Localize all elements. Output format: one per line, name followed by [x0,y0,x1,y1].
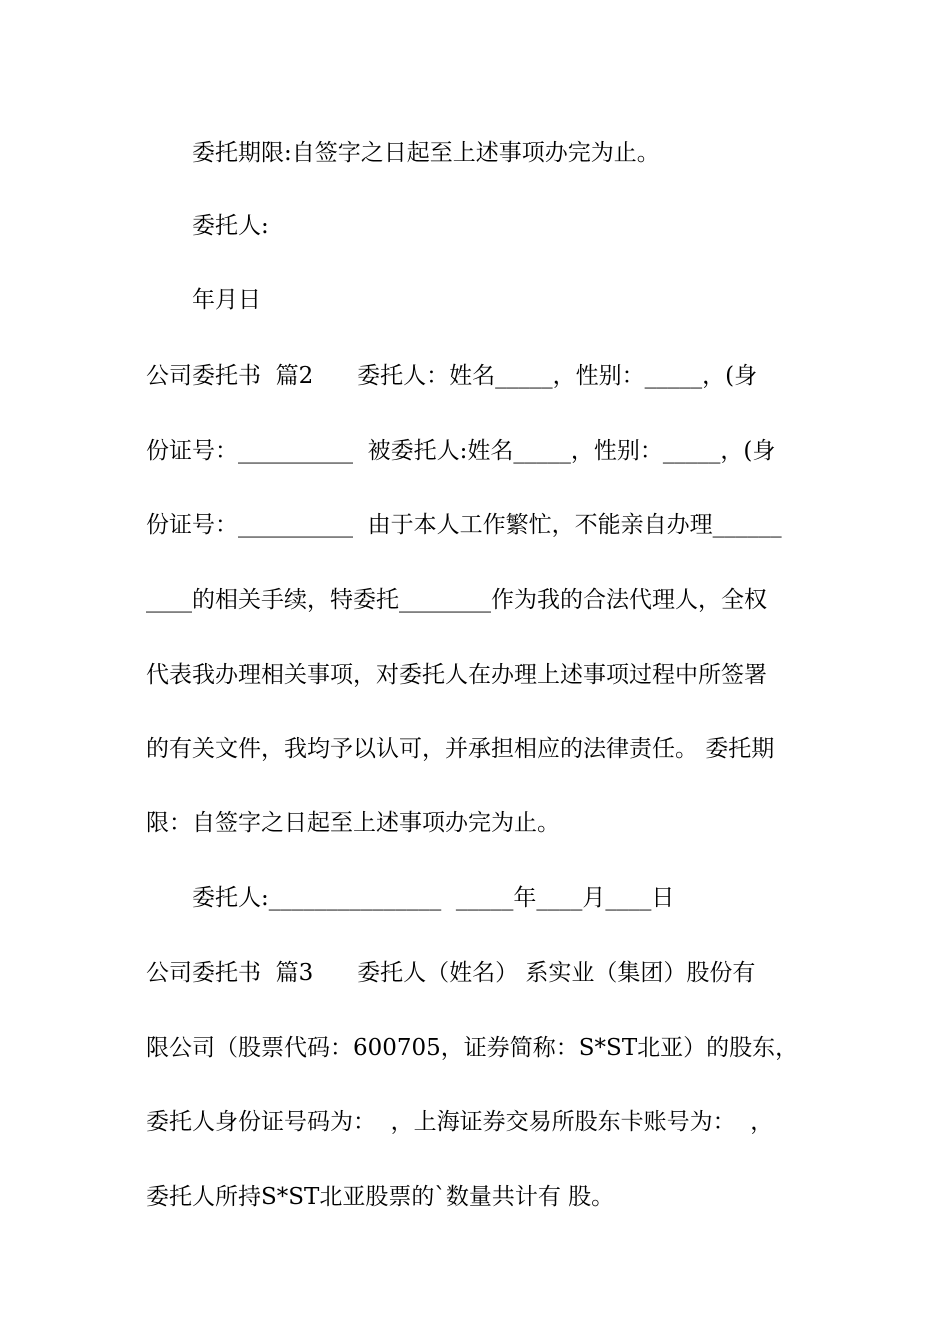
signature-line: 委托人:_______________ _____年____月____日 [192,885,675,911]
paragraph-line: ____的相关手续，特委托________作为我的合法代理人，全权 [146,587,767,613]
paragraph-line: 限：自签字之日起至上述事项办完为止。 [146,810,560,836]
paragraph-line: 委托人所持S*ST北亚股票的`数量共计有 股。 [146,1184,615,1210]
paragraph-line: 限公司（股票代码：600705，证券简称：S*ST北亚）的股东， [146,1035,799,1061]
paragraph-line: 的有关文件，我均予以认可，并承担相应的法律责任。 委托期 [146,736,775,762]
paragraph-line: 代表我办理相关事项，对委托人在办理上述事项过程中所签署 [146,662,767,688]
paragraph-line-term: 委托期限:自签字之日起至上述事项办完为止。 [192,140,660,166]
section-heading-3: 公司委托书 篇3 委托人（姓名） 系实业（集团）股份有 [146,960,756,986]
paragraph-line: 份证号：__________ 被委托人:姓名_____，性别：_____，(身 [146,438,776,464]
paragraph-line: 份证号：__________ 由于本人工作繁忙，不能亲自办理______ [146,512,782,538]
section-heading-2: 公司委托书 篇2 委托人：姓名_____，性别：_____，(身 [146,363,758,389]
paragraph-line: 委托人身份证号码为： ，上海证券交易所股东卡账号为： ， [146,1109,774,1135]
paragraph-line-date: 年月日 [192,287,261,313]
paragraph-line-principal: 委托人: [192,213,269,239]
